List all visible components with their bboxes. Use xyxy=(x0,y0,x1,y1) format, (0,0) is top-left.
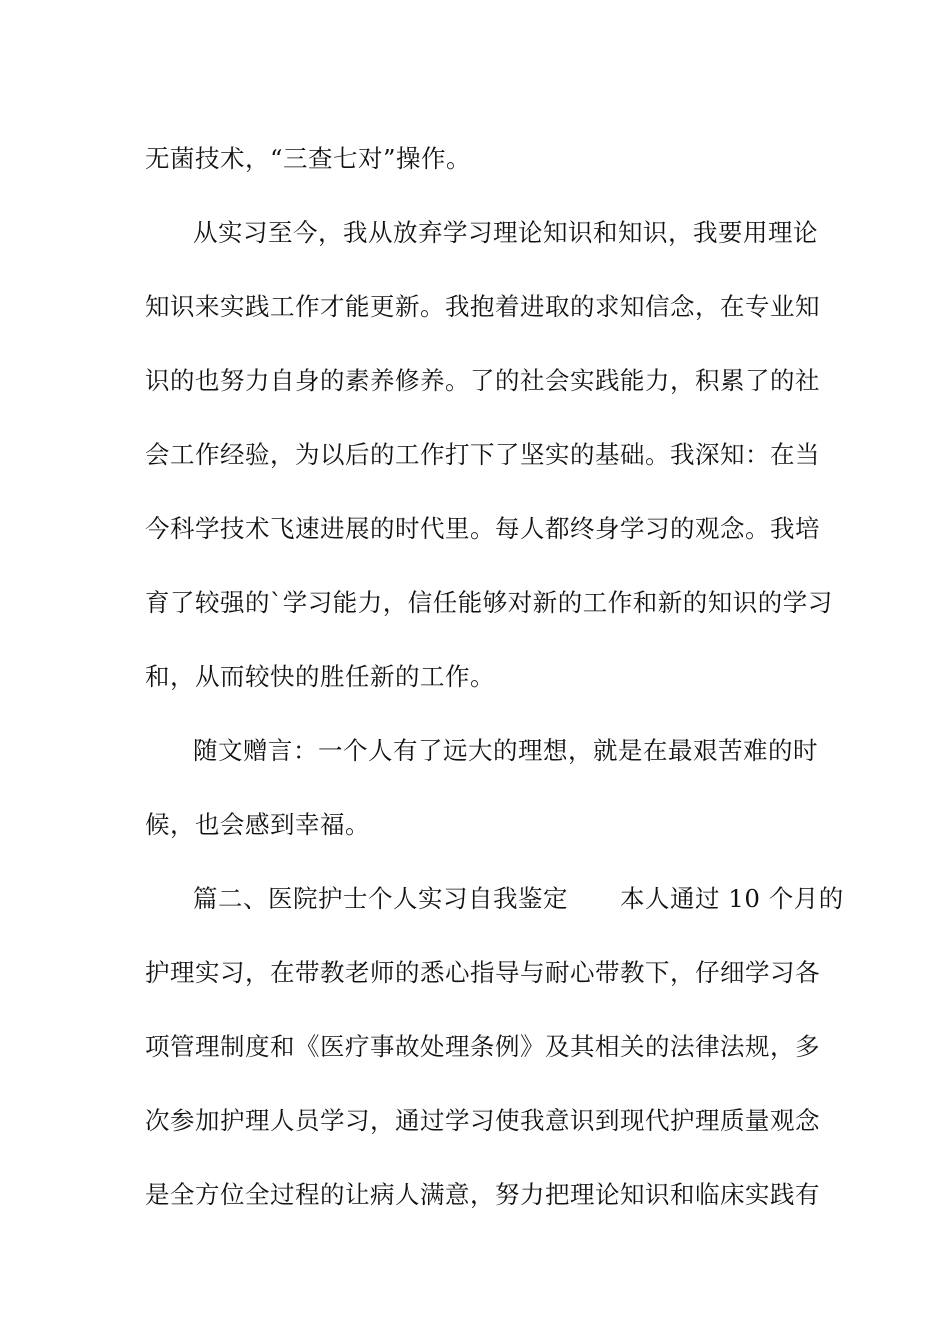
section-heading: 篇二、医院护士个人实习自我鉴定 xyxy=(193,884,568,913)
text-line: 是全方位全过程的让病人满意，努力把理论知识和临床实践有 xyxy=(145,1180,820,1209)
document-body xyxy=(145,122,844,1232)
paragraph-start-line xyxy=(145,862,844,936)
text-line: 育了较强的`学习能力，信任能够对新的工作和新的知识的学习 xyxy=(145,588,833,617)
text-line: 会工作经验，为以后的工作打下了坚实的基础。我深知：在当 xyxy=(145,440,820,469)
text-line: 项管理制度和《医疗事故处理条例》及其相关的法律法规，多 xyxy=(145,1032,820,1061)
text-line: 次参加护理人员学习，通过学习使我意识到现代护理质量观念 xyxy=(145,1106,820,1135)
paragraph-start-line: 从实习至今，我从放弃学习理论知识和知识，我要用理论 xyxy=(193,218,818,247)
text-line: 知识来实践工作才能更新。我抱着进取的求知信念，在专业知 xyxy=(145,292,820,321)
paragraph-start-line: 随文赠言：一个人有了远大的理想，就是在最艰苦难的时 xyxy=(193,736,818,765)
text-segment: 本人通过 10 个月的 xyxy=(620,884,844,913)
text-line: 今科学技术飞速进展的时代里。每人都终身学习的观念。我培 xyxy=(145,514,820,543)
text-line: 无菌技术，“三查七对”操作。 xyxy=(145,144,472,173)
text-line: 护理实习，在带教老师的悉心指导与耐心带教下，仔细学习各 xyxy=(145,958,820,987)
text-line: 候，也会感到幸福。 xyxy=(145,810,370,839)
text-line: 识的也努力自身的素养修养。了的社会实践能力，积累了的社 xyxy=(145,366,820,395)
text-line: 和，从而较快的胜任新的工作。 xyxy=(145,662,495,691)
